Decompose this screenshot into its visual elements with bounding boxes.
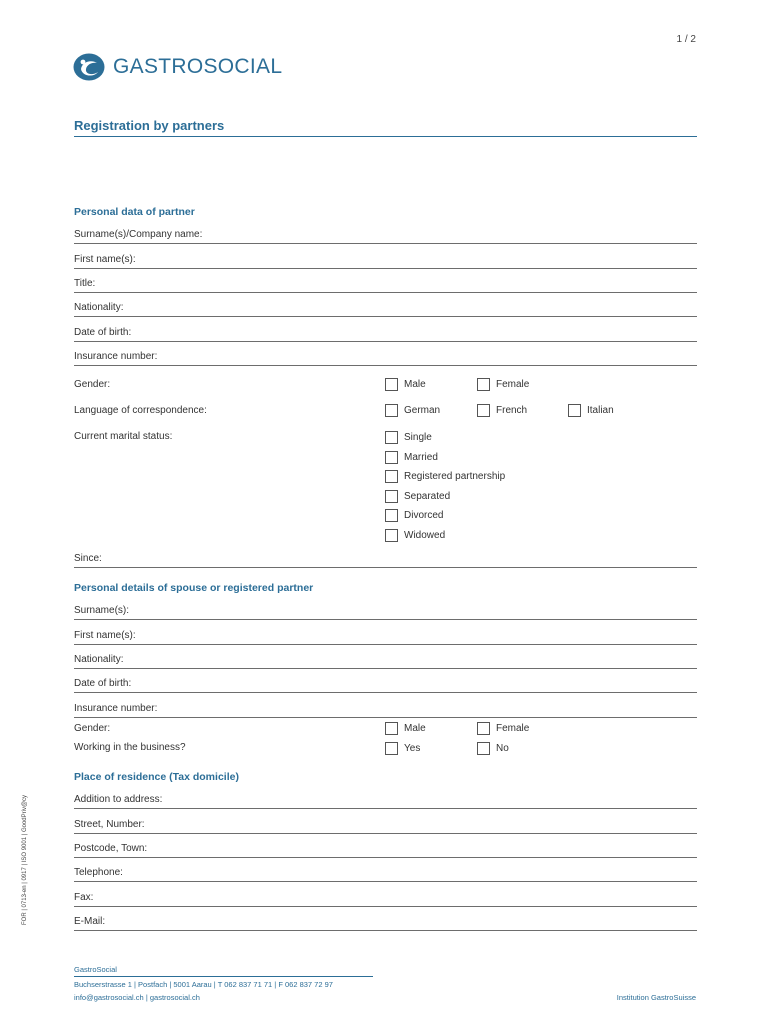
spouse-surname-field[interactable]: [74, 605, 697, 620]
page-number: 1 / 2: [676, 34, 696, 45]
checkbox-box[interactable]: [477, 404, 490, 417]
checkbox-box[interactable]: [385, 378, 398, 391]
checkbox-box[interactable]: [385, 742, 398, 755]
checkbox-box[interactable]: [385, 490, 398, 503]
footer-address: Buchserstrasse 1 | Postfach | 5001 Aarau | T 062 837 71 71 | F 062 837 72 97: [74, 980, 333, 989]
email-field[interactable]: [74, 916, 697, 931]
marital-status-label: Current marital status:: [74, 431, 173, 442]
checkbox-label: Registered partnership: [404, 471, 506, 482]
spouse-gender-male-checkbox[interactable]: [385, 722, 426, 735]
gastrosocial-logo: [73, 52, 282, 82]
telephone-label: Telephone:: [74, 867, 123, 878]
title-divider: [74, 136, 697, 137]
section-residence-heading: Place of residence (Tax domicile): [74, 771, 239, 783]
checkbox-box[interactable]: [385, 451, 398, 464]
insurance-number-field[interactable]: [74, 351, 697, 366]
logo-icon: [73, 52, 107, 82]
language-french-checkbox[interactable]: [477, 404, 527, 417]
checkbox-label: Italian: [587, 405, 614, 416]
checkbox-box[interactable]: [477, 722, 490, 735]
surname-company-label: Surname(s)/Company name:: [74, 229, 203, 240]
insurance-number-label: Insurance number:: [74, 351, 158, 362]
footer-divider: [74, 976, 373, 977]
marital-divorced-checkbox[interactable]: [385, 509, 443, 522]
address-addition-field[interactable]: [74, 794, 697, 809]
spouse-date-of-birth-field[interactable]: [74, 678, 697, 693]
checkbox-label: Separated: [404, 491, 451, 502]
checkbox-label: Female: [496, 723, 530, 734]
surname-company-field[interactable]: [74, 229, 697, 244]
language-label: Language of correspondence:: [74, 405, 207, 416]
since-field[interactable]: [74, 553, 697, 568]
marital-registered-partnership-checkbox[interactable]: [385, 470, 505, 483]
spouse-first-name-field[interactable]: [74, 630, 697, 645]
title-label: Title:: [74, 278, 96, 289]
spouse-nationality-field[interactable]: [74, 654, 697, 669]
checkbox-box[interactable]: [568, 404, 581, 417]
working-yes-checkbox[interactable]: [385, 742, 420, 755]
checkbox-box[interactable]: [385, 722, 398, 735]
footer-institution: Institution GastroSuisse: [616, 993, 696, 1002]
postcode-town-field[interactable]: [74, 843, 697, 858]
spouse-date-of-birth-label: Date of birth:: [74, 678, 132, 689]
spouse-insurance-number-label: Insurance number:: [74, 703, 158, 714]
first-name-label: First name(s):: [74, 254, 136, 265]
title-field[interactable]: [74, 278, 697, 293]
fax-label: Fax:: [74, 892, 94, 903]
checkbox-label: Married: [404, 452, 438, 463]
nationality-field[interactable]: [74, 302, 697, 317]
since-label: Since:: [74, 553, 102, 564]
checkbox-label: Female: [496, 379, 530, 390]
nationality-label: Nationality:: [74, 302, 124, 313]
fax-field[interactable]: [74, 892, 697, 907]
postcode-town-label: Postcode, Town:: [74, 843, 148, 854]
address-addition-label: Addition to address:: [74, 794, 163, 805]
spouse-gender-label: Gender:: [74, 723, 111, 734]
checkbox-label: Widowed: [404, 530, 446, 541]
spouse-first-name-label: First name(s):: [74, 630, 136, 641]
checkbox-box[interactable]: [385, 509, 398, 522]
working-no-checkbox[interactable]: [477, 742, 509, 755]
checkbox-label: Yes: [404, 743, 421, 754]
checkbox-label: Divorced: [404, 510, 444, 521]
checkbox-box[interactable]: [477, 378, 490, 391]
date-of-birth-field[interactable]: [74, 327, 697, 342]
gender-label: Gender:: [74, 379, 111, 390]
checkbox-box[interactable]: [385, 470, 398, 483]
marital-separated-checkbox[interactable]: [385, 490, 450, 503]
spouse-nationality-label: Nationality:: [74, 654, 124, 665]
spouse-gender-female-checkbox[interactable]: [477, 722, 529, 735]
checkbox-box[interactable]: [385, 431, 398, 444]
checkbox-label: Male: [404, 379, 426, 390]
marital-single-checkbox[interactable]: [385, 431, 432, 444]
spouse-surname-label: Surname(s):: [74, 605, 130, 616]
gender-male-checkbox[interactable]: [385, 378, 426, 391]
document-reference-code: FOR | 0713-en | 0917 | ISO 9001 | GoodPriv@cy: [22, 794, 28, 925]
spouse-insurance-number-field[interactable]: [74, 703, 697, 718]
telephone-field[interactable]: [74, 867, 697, 882]
working-in-business-label: Working in the business?: [74, 742, 186, 753]
gender-female-checkbox[interactable]: [477, 378, 529, 391]
street-number-field[interactable]: [74, 819, 697, 834]
checkbox-label: German: [404, 405, 441, 416]
section-partner-heading: Personal data of partner: [74, 206, 195, 218]
street-number-label: Street, Number:: [74, 819, 145, 830]
checkbox-box[interactable]: [385, 404, 398, 417]
checkbox-label: French: [496, 405, 528, 416]
language-german-checkbox[interactable]: [385, 404, 440, 417]
checkbox-label: Male: [404, 723, 426, 734]
marital-widowed-checkbox[interactable]: [385, 529, 445, 542]
checkbox-label: No: [496, 743, 509, 754]
checkbox-box[interactable]: [385, 529, 398, 542]
marital-married-checkbox[interactable]: [385, 451, 438, 464]
section-spouse-heading: Personal details of spouse or registered partner: [74, 582, 314, 594]
email-label: E-Mail:: [74, 916, 106, 927]
page-title: Registration by partners: [74, 118, 225, 133]
footer-contact: info@gastrosocial.ch | gastrosocial.ch: [74, 993, 200, 1002]
date-of-birth-label: Date of birth:: [74, 327, 132, 338]
language-italian-checkbox[interactable]: [568, 404, 614, 417]
checkbox-box[interactable]: [477, 742, 490, 755]
logo-text: GASTROSOCIAL: [113, 55, 283, 78]
first-name-field[interactable]: [74, 254, 697, 269]
checkbox-label: Single: [404, 432, 432, 443]
footer-org-name: GastroSocial: [74, 965, 117, 974]
